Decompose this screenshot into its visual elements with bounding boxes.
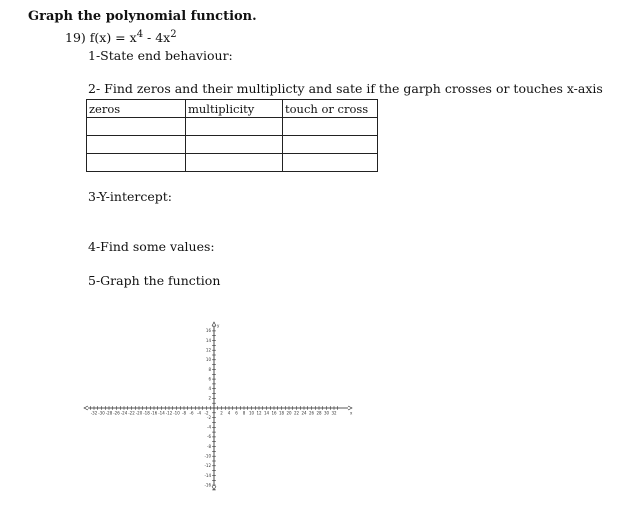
- table-cell[interactable]: [87, 136, 186, 154]
- x-axis-name: x: [350, 410, 353, 416]
- x-tick-label: -16: [150, 410, 158, 416]
- header-multiplicity: multiplicity: [186, 100, 283, 118]
- y-tick-label: -12: [204, 463, 211, 469]
- y-tick-label: 16: [205, 328, 211, 334]
- x-tick-label: -32: [90, 410, 98, 416]
- x-axis-arrow-right: [348, 406, 352, 410]
- x-tick-label: 26: [308, 410, 315, 416]
- x-tick-label: -4: [197, 410, 201, 416]
- x-tick-label: 22: [293, 410, 300, 416]
- table-row: [87, 118, 378, 136]
- x-tick-label: -14: [158, 410, 165, 416]
- x-tick-label: -22: [128, 410, 135, 416]
- exponent-2: 2: [170, 29, 177, 40]
- x-axis-arrow-left: [84, 406, 88, 410]
- table-cell[interactable]: [283, 154, 378, 172]
- y-tick-label: -16: [204, 482, 211, 488]
- x-tick-label: -24: [120, 410, 128, 416]
- y-axis-name: y: [217, 323, 220, 328]
- x-tick-label: -30: [98, 410, 105, 416]
- page-title: Graph the polynomial function.: [28, 9, 257, 24]
- x-tick-label: -28: [105, 410, 113, 416]
- x-tick-label: 20: [286, 410, 292, 416]
- table-cell[interactable]: [283, 118, 378, 136]
- table-header-row: [87, 100, 378, 118]
- y-axis-arrow-down: [212, 486, 216, 490]
- x-tick-label: 14: [263, 410, 270, 416]
- table-row: [87, 136, 378, 154]
- x-tick-label: 6: [235, 410, 238, 416]
- y-tick-label: 6: [208, 376, 211, 382]
- y-tick-label: 12: [205, 347, 211, 353]
- y-tick-label: 10: [205, 357, 211, 363]
- x-tick-label: 32: [331, 410, 337, 416]
- problem-number: 19): [65, 30, 86, 45]
- step-end-behaviour: 1-State end behaviour:: [88, 48, 233, 63]
- y-tick-label: -8: [207, 443, 211, 449]
- problem-statement: [65, 29, 177, 45]
- y-axis-arrow-up: [212, 322, 216, 326]
- table-cell[interactable]: [186, 118, 283, 136]
- table-cell[interactable]: [87, 154, 186, 172]
- zeros-table: [86, 99, 378, 172]
- y-tick-label: 14: [205, 337, 211, 343]
- x-tick-label: -6: [189, 410, 194, 416]
- x-tick-label: 30: [323, 410, 330, 416]
- y-tick-label: -6: [207, 434, 211, 440]
- step-zeros: 2- Find zeros and their multiplicty and sate if the garph crosses or touches x-axis: [88, 81, 603, 96]
- x-tick-label: -26: [113, 410, 120, 416]
- step-y-intercept: 3-Y-intercept:: [88, 189, 172, 204]
- header-zeros: zeros: [87, 100, 186, 118]
- y-tick-label: -14: [204, 472, 211, 478]
- x-tick-label: -8: [182, 410, 186, 416]
- y-tick-label: 2: [208, 395, 211, 401]
- step-find-values: 4-Find some values:: [88, 239, 215, 254]
- x-tick-label: 16: [271, 410, 277, 416]
- x-tick-label: 4: [227, 410, 231, 416]
- y-tick-label: 8: [208, 366, 211, 372]
- function-lhs: f(x) = x: [89, 30, 137, 45]
- header-touch-or-cross: touch or cross: [283, 100, 378, 118]
- x-tick-label: 12: [256, 410, 262, 416]
- y-tick-label: -10: [204, 453, 211, 459]
- table-cell[interactable]: [283, 136, 378, 154]
- x-tick-label: 24: [301, 410, 307, 416]
- x-tick-label: 18: [278, 410, 285, 416]
- table-cell[interactable]: [87, 118, 186, 136]
- x-tick-label: -2: [204, 410, 209, 416]
- x-tick-label: 8: [242, 410, 246, 416]
- coordinate-grid[interactable]: [80, 320, 360, 495]
- exponent-4: 4: [136, 29, 144, 40]
- x-tick-label: -12: [165, 410, 173, 416]
- table-cell[interactable]: [186, 136, 283, 154]
- function-mid: - 4x: [143, 30, 171, 45]
- x-tick-label: 28: [316, 410, 322, 416]
- x-tick-label: -18: [143, 410, 150, 416]
- y-tick-label: 4: [208, 386, 211, 392]
- x-tick-label: -20: [135, 410, 143, 416]
- y-tick-label: -2: [207, 414, 211, 420]
- table-cell[interactable]: [186, 154, 283, 172]
- x-tick-label: 2: [220, 410, 223, 416]
- step-graph: 5-Graph the function: [88, 273, 221, 288]
- table-row: [87, 154, 378, 172]
- y-tick-label: -4: [207, 424, 211, 430]
- x-tick-label: -10: [173, 410, 180, 416]
- x-tick-label: 10: [248, 410, 255, 416]
